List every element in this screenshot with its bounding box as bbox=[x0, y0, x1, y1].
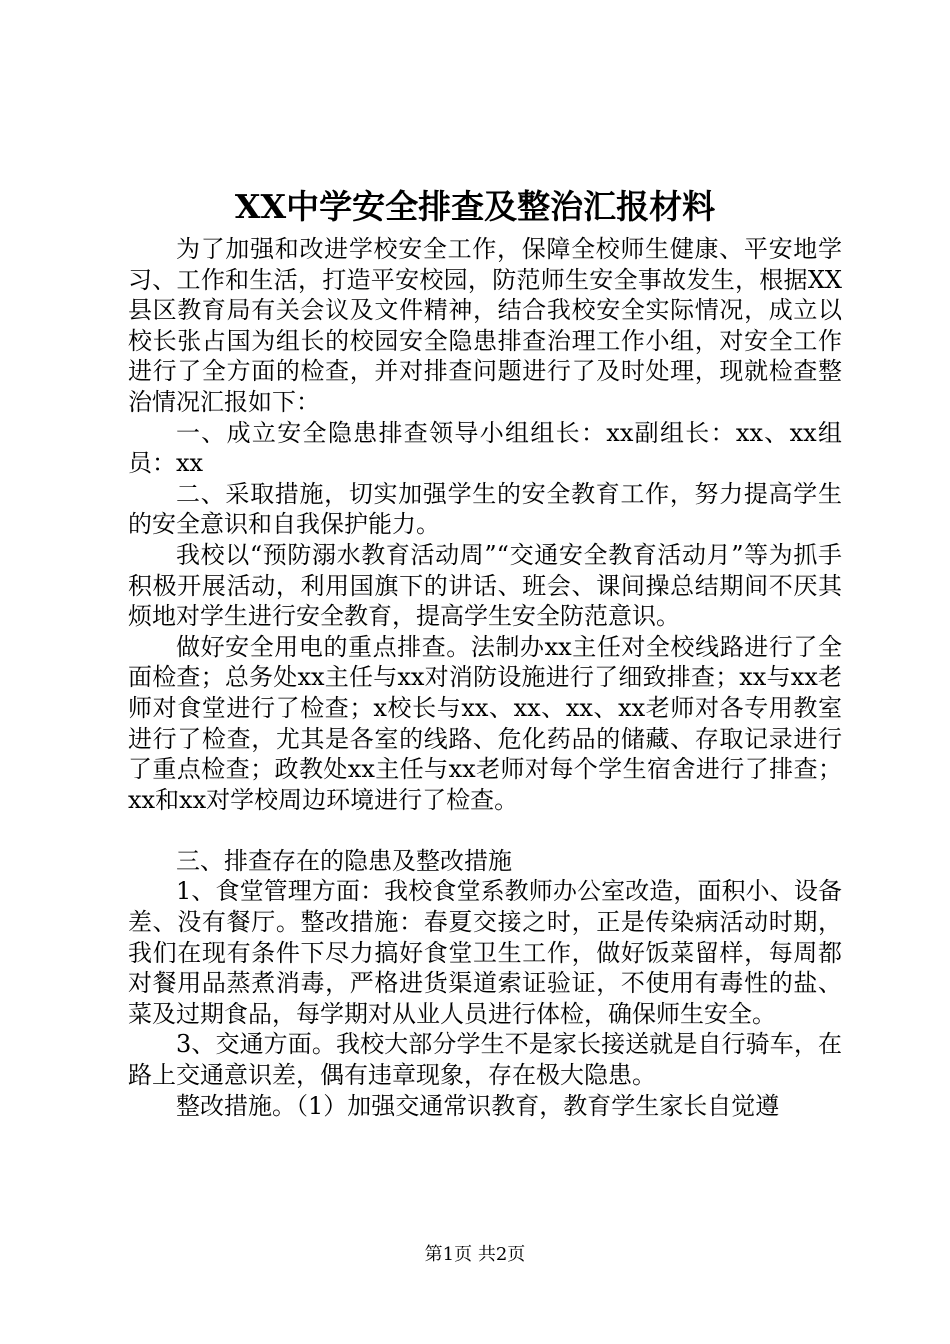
page-footer: 第1页 共2页 bbox=[424, 1244, 526, 1265]
paragraph-section-2: 二、采取措施，切实加强学生的安全教育工作，努力提高学生的安全意识和自我保护能力。 bbox=[128, 479, 842, 539]
paragraph-electricity: 做好安全用电的重点排查。法制办xx主任对全校线路进行了全面检查；总务处xx主任与xx对消防设施进行了细致排查；xx与xx老师对食堂进行了检查；x校长与xx、xx、xx、xx老师对各专用教室进行了检查，尤其是各室的线路、危化药品的储藏、存取记录进行了重点检查；政教处xx主任与xx老师对每个学生宿舍进行了排查；xx和xx对学校周边环境进行了检查。 bbox=[128, 632, 842, 814]
document-title: XX中学安全排查及整治汇报材料 bbox=[234, 187, 716, 226]
paragraph-gap bbox=[128, 815, 842, 846]
paragraph-education: 我校以“预防溺水教育活动周”“交通安全教育活动月”等为抓手积极开展活动，利用国旗下的讲话、班会、课间操总结期间不厌其烦地对学生进行安全教育，提高学生安全防范意识。 bbox=[128, 540, 842, 631]
paragraph-section-1: 一、成立安全隐患排查领导小组组长：xx副组长：xx、xx组员：xx bbox=[128, 418, 842, 478]
paragraph-canteen: 1、食堂管理方面：我校食堂系教师办公室改造，面积小、设备差、没有餐厅。整改措施：春夏交接之时，正是传染病活动时期，我们在现有条件下尽力搞好食堂卫生工作，做好饭菜留样，每周都对餐用品蒸煮消毒，严格进货渠道索证验证，不使用有毒性的盐、菜及过期食品，每学期对从业人员进行体检，确保师生安全。 bbox=[128, 877, 842, 1028]
document-body bbox=[128, 234, 842, 1121]
paragraph-measures: 整改措施。（1）加强交通常识教育，教育学生家长自觉遵 bbox=[176, 1091, 780, 1120]
paragraph-section-3: 三、排查存在的隐患及整改措施 bbox=[176, 846, 512, 875]
paragraph-traffic: 3、交通方面。我校大部分学生不是家长接送就是自行骑车，在路上交通意识差，偶有违章现象，存在极大隐患。 bbox=[128, 1030, 842, 1090]
paragraph-intro: 为了加强和改进学校安全工作，保障全校师生健康、平安地学习、工作和生活，打造平安校园，防范师生安全事故发生，根据XX县区教育局有关会议及文件精神，结合我校安全实际情况，成立以校长张占国为组长的校园安全隐患排查治理工作小组，对安全工作进行了全方面的检查，并对排查问题进行了及时处理，现就检查整治情况汇报如下： bbox=[128, 235, 842, 416]
